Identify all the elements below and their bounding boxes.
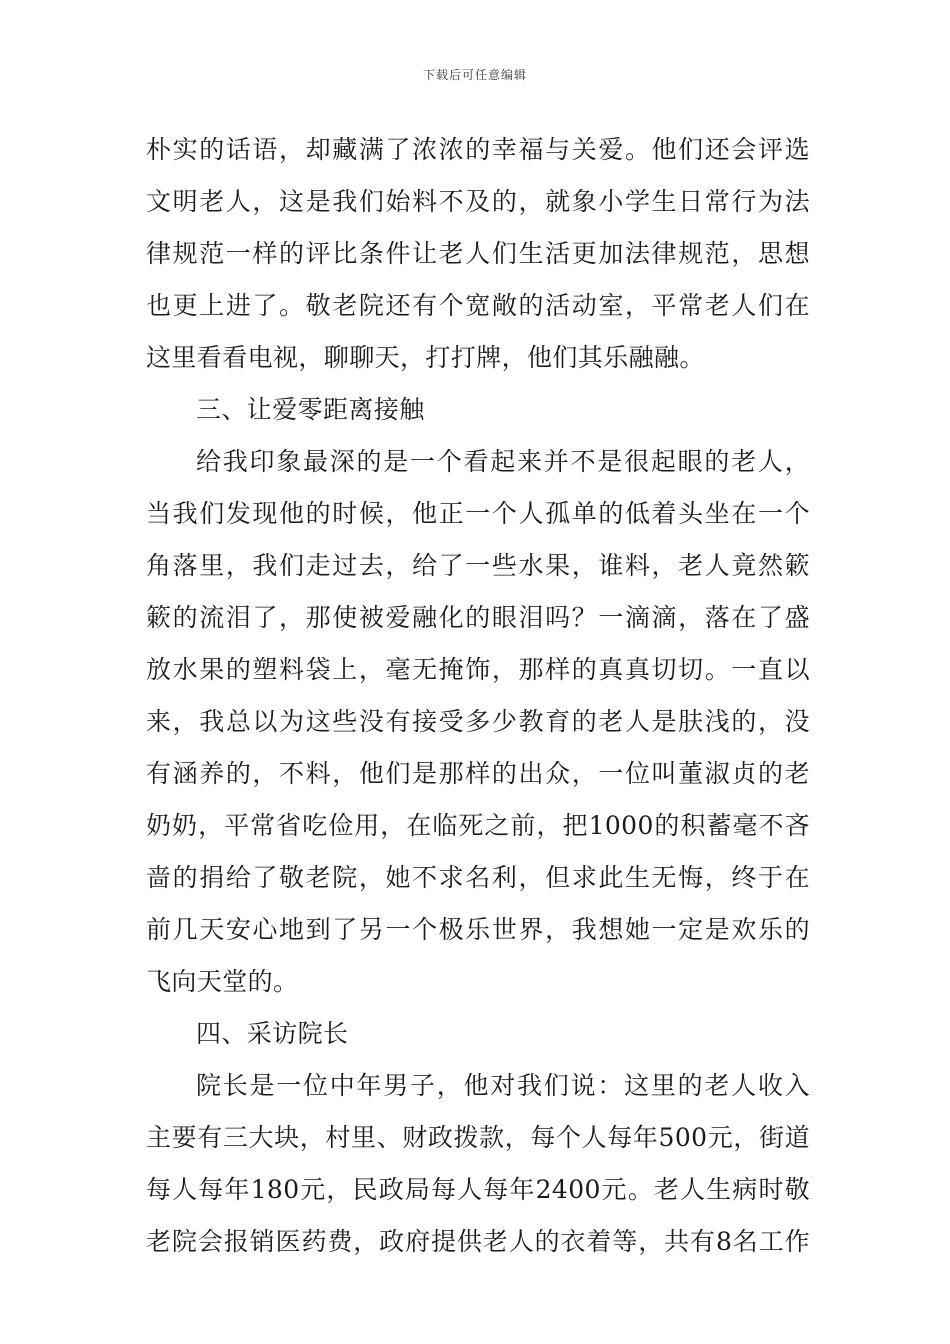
text-line: 有涵养的，不料，他们是那样的出众，一位叫董淑贞的老: [146, 759, 810, 788]
text-line: 四、采访院长: [196, 1019, 349, 1048]
text-line: 文明老人，这是我们始料不及的，就象小学生日常行为法: [146, 187, 810, 216]
text-line: 奶奶，平常省吃俭用，在临死之前，把1000的积蓄毫不吝: [146, 811, 810, 840]
text-line: 给我印象最深的是一个看起来并不是很起眼的老人，: [196, 447, 810, 476]
text-line: 放水果的塑料袋上，毫无掩饰，那样的真真切切。一直以: [146, 655, 810, 684]
text-line: 簌的流泪了，那使被爱融化的眼泪吗？一滴滴，落在了盛: [146, 603, 810, 632]
text-line: 也更上进了。敬老院还有个宽敞的活动室，平常老人们在: [146, 291, 810, 320]
text-line: 院长是一位中年男子，他对我们说：这里的老人收入: [196, 1071, 810, 1100]
text-line: 律规范一样的评比条件让老人们生活更加法律规范，思想: [146, 239, 810, 268]
text-line: 老院会报销医药费，政府提供老人的衣着等，共有8名工作: [146, 1227, 810, 1256]
text-line: 啬的捐给了敬老院，她不求名利，但求此生无悔，终于在: [146, 863, 810, 892]
text-line: 每人每年180元，民政局每人每年2400元。老人生病时敬: [146, 1175, 810, 1204]
text-line: 三、让爱零距离接触: [196, 395, 425, 424]
text-line: 前几天安心地到了另一个极乐世界，我想她一定是欢乐的: [146, 915, 810, 944]
text-line: 角落里，我们走过去，给了一些水果，谁料，老人竟然簌: [146, 551, 810, 580]
text-line: 当我们发现他的时候，他正一个人孤单的低着头坐在一个: [146, 499, 810, 528]
text-line: 来，我总以为这些没有接受多少教育的老人是肤浅的，没: [146, 707, 810, 736]
text-line: 这里看看电视，聊聊天，打打牌，他们其乐融融。: [146, 343, 705, 372]
text-line: 朴实的话语，却藏满了浓浓的幸福与关爱。他们还会评选: [146, 135, 810, 164]
page-header: 下载后可任意编辑: [422, 68, 527, 82]
document-body: [146, 124, 810, 1268]
text-line: 飞向天堂的。: [146, 967, 299, 996]
text-line: 主要有三大块，村里、财政拨款，每个人每年500元，街道: [146, 1123, 810, 1152]
